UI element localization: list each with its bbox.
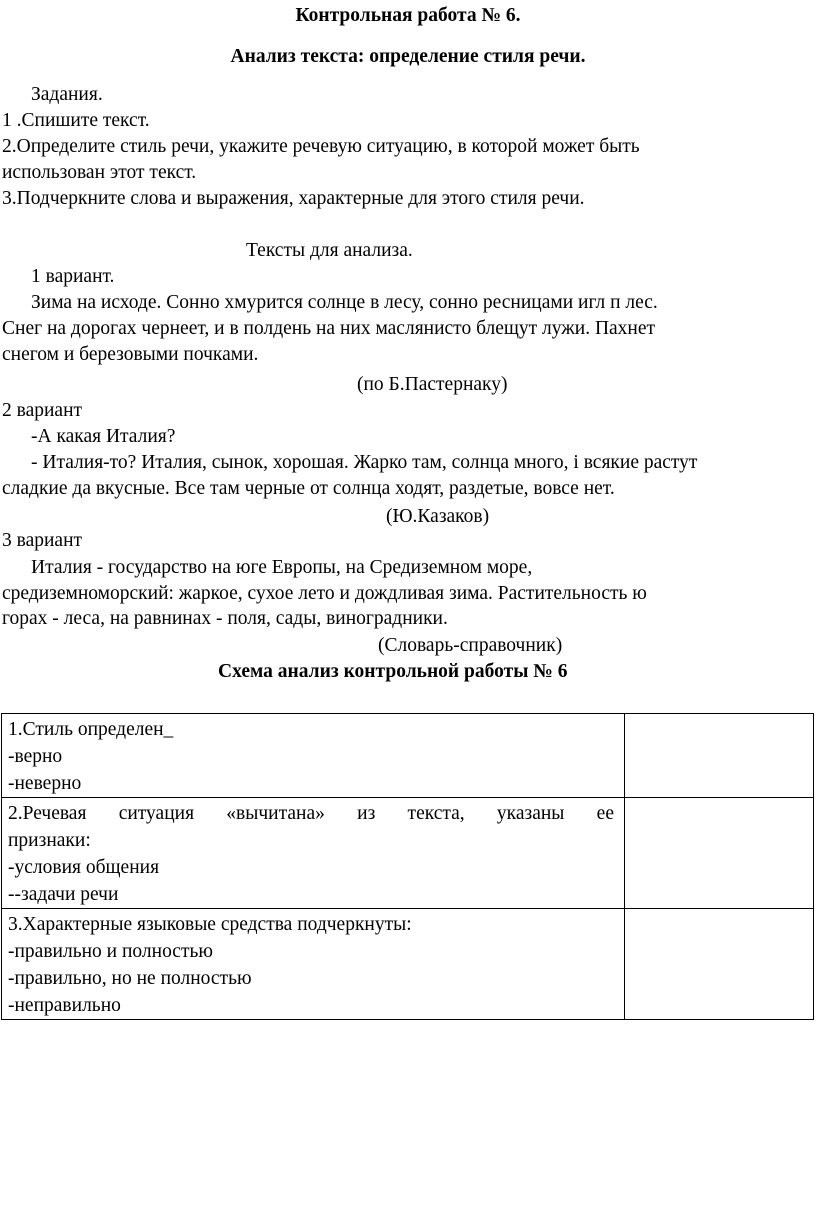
scheme-title: Схема анализ контрольной работы № 6: [218, 661, 568, 682]
criterion-line: -условия общения: [8, 857, 160, 878]
variant-3-line: средиземноморский: жаркое, сухое лето и дождливая зима. Растительность ю: [2, 583, 647, 604]
criterion-cell: [2, 909, 625, 1020]
criterion-line: 3.Характерные языковые средства подчеркнуты:: [8, 914, 412, 935]
criterion-line: -неправильно: [8, 995, 121, 1016]
scheme-table: [1, 713, 814, 1020]
variant-1-line: снегом и березовыми почками.: [2, 344, 259, 365]
variant-3-label: 3 вариант: [2, 530, 83, 551]
variant-2-source: (Ю.Казаков): [386, 506, 490, 527]
criterion-line: --задачи речи: [8, 884, 119, 905]
variant-2-line: сладкие да вкусные. Все там черные от солнца ходят, раздетые, вовсе нет.: [2, 478, 615, 499]
variant-2-label: 2 вариант: [2, 400, 83, 421]
table-row: [2, 798, 814, 909]
criterion-line: -верно: [8, 746, 63, 767]
texts-heading: Тексты для анализа.: [246, 240, 413, 261]
criterion-line: признаки:: [8, 830, 91, 851]
variant-3-line: горах - леса, на равнинах - поля, сады, виноградники.: [2, 608, 448, 629]
task-line-2: 2.Определите стиль речи, укажите речевую ситуацию, в которой может быть: [2, 136, 640, 157]
variant-1-line: Снег на дорогах чернеет, и в полдень на них маслянисто блещут лужи. Пахнет: [2, 318, 656, 339]
criterion-line: -неверно: [8, 773, 82, 794]
criterion-line: -правильно и полностью: [8, 941, 213, 962]
tasks-heading: Задания.: [31, 84, 103, 105]
variant-2-line: - Италия-то? Италия, сынок, хорошая. Жарко там, солнца много, і всякие растут: [31, 452, 698, 473]
variant-3-source: (Словарь-справочник): [378, 635, 563, 656]
variant-1-source: (по Б.Пастернаку): [357, 374, 508, 395]
criterion-line: 1.Стиль определен_: [8, 719, 174, 740]
task-line-4: 3.Подчеркните слова и выражения, характерные для этого стиля речи.: [2, 188, 585, 209]
criterion-line: 2.Речевая ситуация «вычитана» из текста, указаны ее: [8, 803, 614, 824]
variant-3-line: Италия - государство на юге Европы, на Средиземном море,: [31, 557, 533, 578]
score-cell: [625, 798, 814, 909]
task-line-3: использован этот текст.: [2, 162, 197, 183]
variant-1-line: Зима на исходе. Сонно хмурится солнце в лесу, сонно ресницами игл п лес.: [31, 292, 658, 313]
criterion-cell: [2, 714, 625, 798]
variant-2-line: -А какая Италия?: [31, 426, 176, 447]
table-row: [2, 714, 814, 798]
score-cell: [625, 714, 814, 798]
document-title: Контрольная работа № 6.: [295, 5, 521, 26]
score-cell: [625, 909, 814, 1020]
table-row: [2, 909, 814, 1020]
criterion-cell: [2, 798, 625, 909]
document-subtitle: Анализ текста: определение стиля речи.: [230, 46, 586, 67]
variant-1-label: 1 вариант.: [31, 266, 115, 287]
criterion-line: -правильно, но не полностью: [8, 968, 252, 989]
task-line-1: 1 .Спишите текст.: [2, 110, 150, 131]
